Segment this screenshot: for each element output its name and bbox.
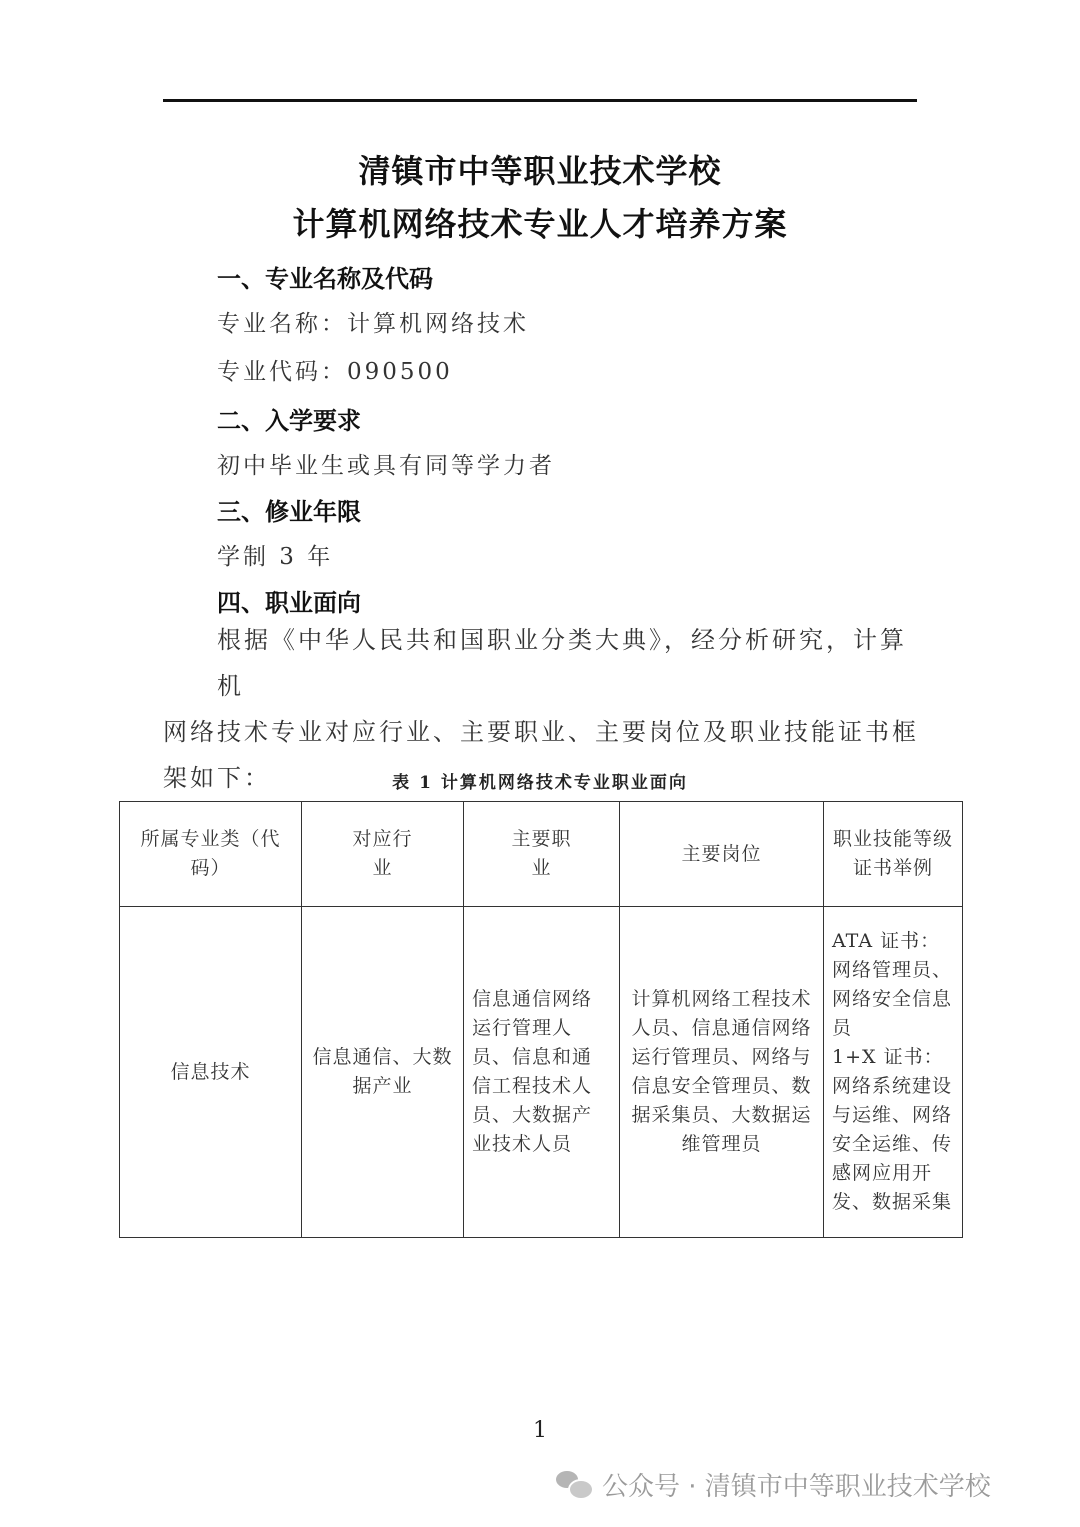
table-caption: 表 1 计算机网络技术专业职业面向 <box>392 773 688 793</box>
major-code: 专业代码：090500 <box>217 359 453 385</box>
cert-ata: ATA 证书：网络管理员、网络安全信息员 <box>832 930 953 1039</box>
cell-category: 信息技术 <box>120 907 302 1238</box>
section-heading-3: 三、修业年限 <box>217 498 361 526</box>
major-name: 专业名称：计算机网络技术 <box>217 311 529 337</box>
career-paragraph-line1: 根据《中华人民共和国职业分类大典》，经分析研究，计算机 <box>217 626 907 700</box>
wechat-icon <box>556 1469 592 1499</box>
watermark-text: 公众号 · 清镇市中等职业技术学校 <box>602 1471 991 1502</box>
career-table <box>119 801 963 1238</box>
doc-title-plan: 计算机网络技术专业人才培养方案 <box>292 205 788 243</box>
table-row <box>120 907 963 1238</box>
cell-occupation: 信息通信网络运行管理人员、信息和通信工程技术人员、大数据产业技术人员 <box>464 907 620 1238</box>
doc-title-school: 清镇市中等职业技术学校 <box>358 152 722 190</box>
admission-text: 初中毕业生或具有同等学力者 <box>217 453 555 479</box>
cell-industry: 信息通信、大数据产业 <box>302 907 464 1238</box>
watermark <box>556 1466 991 1502</box>
section-heading-1: 一、专业名称及代码 <box>217 265 433 293</box>
table-header-row <box>120 802 963 907</box>
cell-positions: 计算机网络工程技术人员、信息通信网络运行管理员、网络与信息安全管理员、数据采集员、大数据运维管理员 <box>620 907 824 1238</box>
cell-certificates <box>824 907 963 1238</box>
page-number: 1 <box>533 1418 547 1443</box>
section-heading-2: 二、入学要求 <box>217 407 361 435</box>
section-heading-4: 四、职业面向 <box>217 589 361 617</box>
duration-text: 学制 3 年 <box>217 544 334 570</box>
header-positions: 主要岗位 <box>620 802 824 907</box>
header-rule <box>163 99 917 102</box>
cert-1x: 1+X 证书：网络系统建设与运维、网络安全运维、传感网应用开发、数据采集 <box>832 1046 953 1213</box>
career-paragraph-rest: 网络技术专业对应行业、主要职业、主要岗位及职业技能证书框架如下： <box>163 718 919 792</box>
header-occupation: 主要职业 <box>464 802 620 907</box>
header-industry: 对应行业 <box>302 802 464 907</box>
header-certificates: 职业技能等级证书举例 <box>824 802 963 907</box>
header-category: 所属专业类（代码） <box>120 802 302 907</box>
